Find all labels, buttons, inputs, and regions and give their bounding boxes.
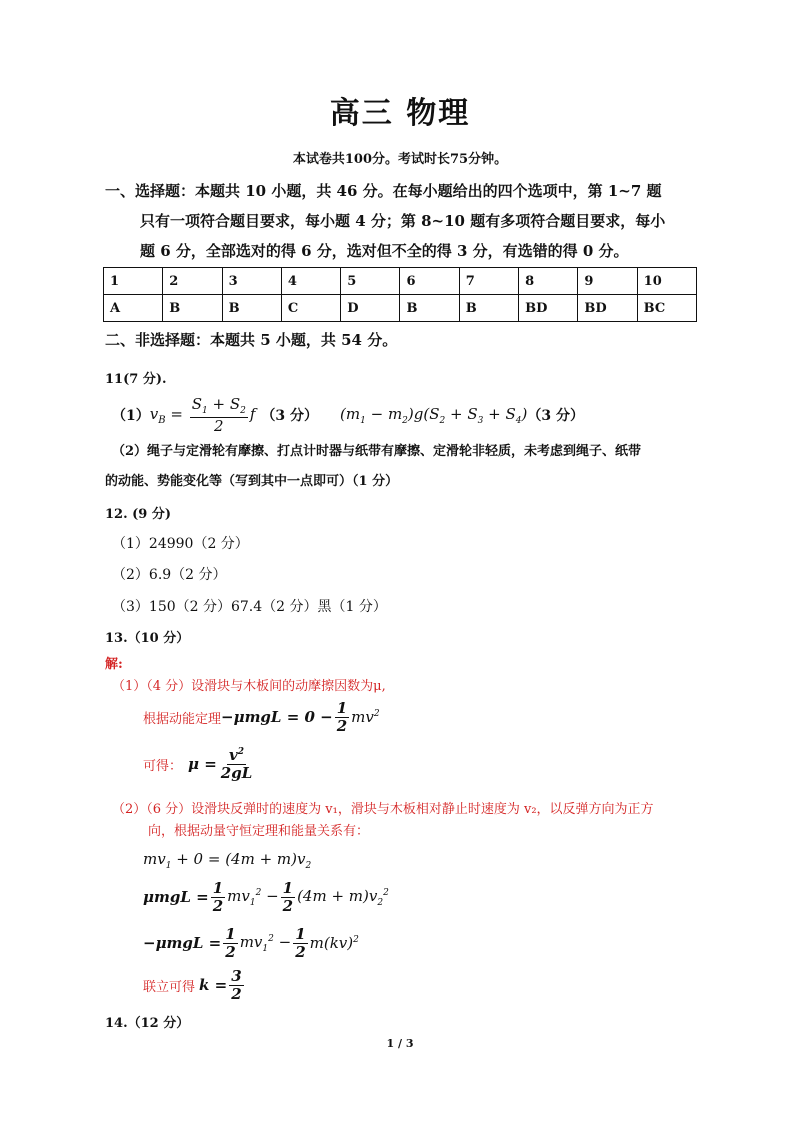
answer-cell: D — [341, 295, 400, 322]
q13-momentum-equation: $mv_1 + 0 = (4m + m)v_2$ — [143, 850, 312, 871]
answer-cell: B — [400, 295, 459, 322]
q13-energy-equation: 根据动能定理 −μmgL = 0 − $\frac{1}{2}$ $mv^2$ — [143, 699, 380, 735]
q13-header: 13.（10 分） — [105, 631, 190, 646]
question-number: 8 — [519, 268, 578, 295]
question-number: 7 — [459, 268, 518, 295]
answer-table — [103, 267, 697, 322]
q13-energy-equation-1: μmgL = $\frac{1}{2}$ $mv_1^2$ − $\frac{1}{2}$ $(4m + m)v_2^2$ — [143, 879, 389, 915]
q13-mu-result: 可得： μ = $\frac{v^2}{2gL}$ — [143, 746, 253, 782]
section1-line2: 只有一项符合题目要求，每小题 4 分；第 8~10 题有多项符合题目要求，每小 — [140, 212, 666, 230]
answer-cell: B — [163, 295, 222, 322]
answer-table-number-row — [104, 268, 697, 295]
q11-part1-score-b: （3 分） — [527, 408, 584, 425]
answer-cell: BC — [637, 295, 696, 322]
section1-line1: 一、选择题：本题共 10 小题，共 46 分。在每小题给出的四个选项中，第 1~7 题 — [105, 182, 662, 200]
q11-part1-score-a: （3 分） — [261, 408, 319, 425]
answer-cell: BD — [578, 295, 637, 322]
q13-part1-line: （1）（4 分）设滑块与木板间的动摩擦因数为μ, — [112, 679, 386, 694]
q14-header: 14.（12 分） — [105, 1016, 190, 1031]
q13-part2-line2: 向，根据动量守恒定理和能量关系有： — [148, 824, 370, 839]
page-number: 1 / 3 — [386, 1037, 414, 1050]
q13-final-label: 联立可得 — [143, 979, 196, 995]
answer-cell: BD — [519, 295, 578, 322]
q12-answer-1: （1）24990（2 分） — [112, 536, 249, 552]
question-number: 4 — [281, 268, 340, 295]
answer-cell: A — [104, 295, 163, 322]
page-title: 高三 物理 — [329, 96, 471, 131]
q13-energy-equation-2: −μmgL = $\frac{1}{2}$ $mv_1^2$ − $\frac{1}{2}$ m(kv)$^2$ — [143, 925, 359, 961]
exam-info: 本试卷共100分。考试时长75分钟。 — [292, 152, 508, 167]
section1-line3: 题 6 分，全部选对的得 6 分，选对但不全的得 3 分，有选错的得 0 分。 — [140, 242, 629, 260]
q12-header: 12. (9 分) — [105, 507, 172, 522]
answer-table-answer-row — [104, 295, 697, 322]
question-number: 9 — [578, 268, 637, 295]
q13-final-result: 联立可得 k = $\frac{3}{2}$ — [143, 967, 242, 1003]
q11-formula-vb: $v_B$ = $\frac{S_1 + S_2}{2}$ f — [149, 395, 256, 435]
question-number: 10 — [637, 268, 696, 295]
q11-part1 — [112, 396, 584, 434]
section2-header: 二、非选择题：本题共 5 小题，共 54 分。 — [105, 331, 398, 349]
q12-answer-3: （3）150（2 分）67.4（2 分）黑（1 分） — [112, 599, 387, 615]
q13-solution-label: 解: — [105, 657, 123, 672]
question-number: 3 — [222, 268, 281, 295]
q13-result-label: 可得： — [143, 758, 183, 774]
answer-cell: C — [281, 295, 340, 322]
q13-theorem-label: 根据动能定理 — [143, 711, 222, 727]
q11-header: 11(7 分). — [105, 372, 167, 387]
q11-part1-label: （1） — [112, 408, 150, 425]
question-number: 6 — [400, 268, 459, 295]
q13-part2-line1: （2）（6 分）设滑块反弹时的速度为 v₁，滑块与木板相对静止时速度为 v₂，以反弹方向为正方 — [112, 802, 654, 817]
q11-formula-energy: $(m_1 - m_2)g(S_2 + S_3 + S_4)$ — [340, 404, 528, 426]
question-number: 2 — [163, 268, 222, 295]
question-number: 1 — [104, 268, 163, 295]
q11-part2-line1: （2）绳子与定滑轮有摩擦、打点计时器与纸带有摩擦、定滑轮非轻质，未考虑到绳子、纸带 — [112, 444, 642, 459]
q12-answer-2: （2）6.9（2 分） — [112, 567, 227, 583]
answer-cell: B — [459, 295, 518, 322]
answer-cell: B — [222, 295, 281, 322]
question-number: 5 — [341, 268, 400, 295]
q11-part2-line2: 的动能、势能变化等（写到其中一点即可）（1 分） — [105, 474, 399, 489]
